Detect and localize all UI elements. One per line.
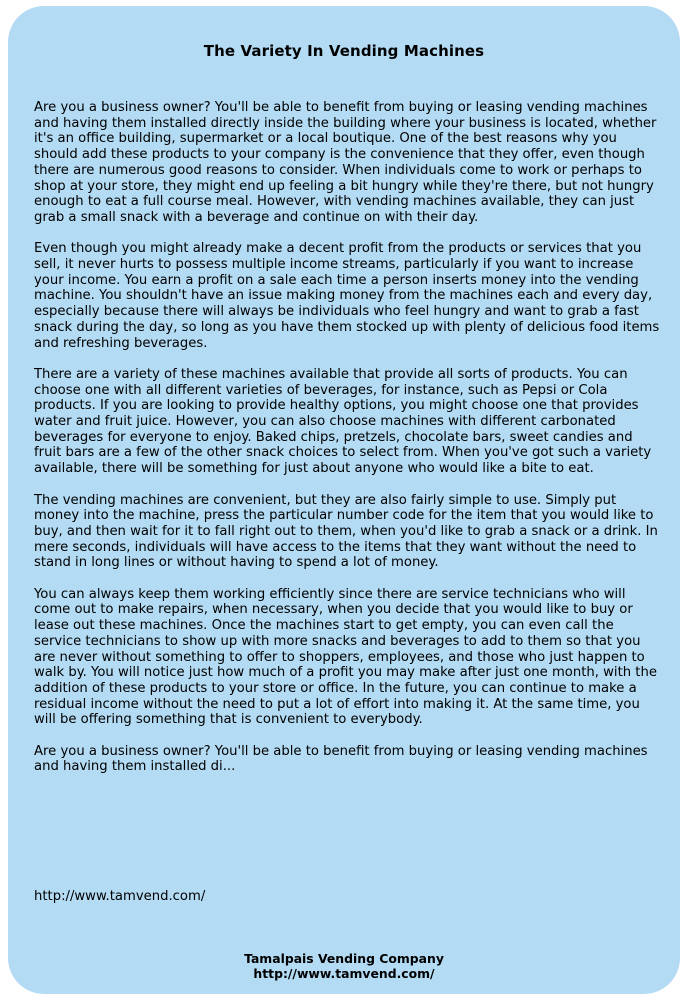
article-title: The Variety In Vending Machines: [203, 42, 485, 60]
article-body: [34, 100, 662, 791]
paragraph-4: The vending machines are convenient, but they are also fairly simple to use. Simply put money into the machine, press the particular number code for the item that you would like to buy, and then wait for it to fall right out to them, when you'd like to grab a snack or a drink. In mere seconds, individuals will have access to the items that they want without the need to stand in long lines or without having to spend a lot of money.: [34, 492, 658, 571]
paragraph-6-excerpt: Are you a business owner? You'll be able to benefit from buying or leasing vending machines and having them installed di...: [34, 743, 648, 775]
footer-url[interactable]: http://www.tamvend.com/: [253, 965, 435, 981]
footer-company-name: Tamalpais Vending Company: [244, 951, 444, 966]
paragraph-2: Even though you might already make a decent profit from the products or services that you sell, it never hurts to possess multiple income streams, particularly if you want to increase your income. You earn a profit on a sale each time a person inserts money into the vending machine. You shouldn't have an issue making money from the machines each and every day, especially because there will always be individuals who feel hungry and want to grab a fast snack during the day, so long as you have them stocked up with plenty of delicious food items and refreshing beverages.: [34, 241, 660, 351]
paragraph-5: You can always keep them working efficiently since there are service technicians who will come out to make repairs, when necessary, when you decide that you would like to buy or lease out these machines. Once the machines start to get empty, you can even call the service technicians to show up with more snacks and beverages to add to them so that you are never without something to offer to shoppers, employees, and those who just happen to walk by. You will notice just how much of a profit you may make after just one month, with the addition of these products to your store or office. In the future, you can continue to make a residual income without the need to put a lot of effort into making it. At the same time, you will be offering something that is convenient to everybody.: [34, 586, 657, 728]
paragraph-1: Are you a business owner? You'll be able to benefit from buying or leasing vending machines and having them installed directly inside the building where your business is located, whether it's an office building, supermarket or a local boutique. One of the best reasons why you should add these products to your company is the convenience that they offer, even though there are numerous good reasons to consider. When individuals come to work or perhaps to shop at your store, they might end up feeling a bit hungry while they're there, but not hungry enough to eat a full course meal. However, with vending machines available, they can just grab a small snack with a beverage and continue on with their day.: [34, 100, 657, 225]
article-card: [8, 6, 680, 994]
footer: [8, 952, 680, 981]
website-link[interactable]: http://www.tamvend.com/: [34, 889, 206, 904]
paragraph-3: There are a variety of these machines available that provide all sorts of products. You can choose one with all different varieties of beverages, for instance, such as Pepsi or Cola products. If you are looking to provide healthy options, you might choose one that provides water and fruit juice. However, you can also choose machines with different carbonated beverages for everyone to enjoy. Baked chips, pretzels, chocolate bars, sweet candies and fruit bars are a few of the other snack choices to select from. When you've got such a variety available, there will be something for just about anyone who would like a bite to eat.: [34, 366, 652, 477]
